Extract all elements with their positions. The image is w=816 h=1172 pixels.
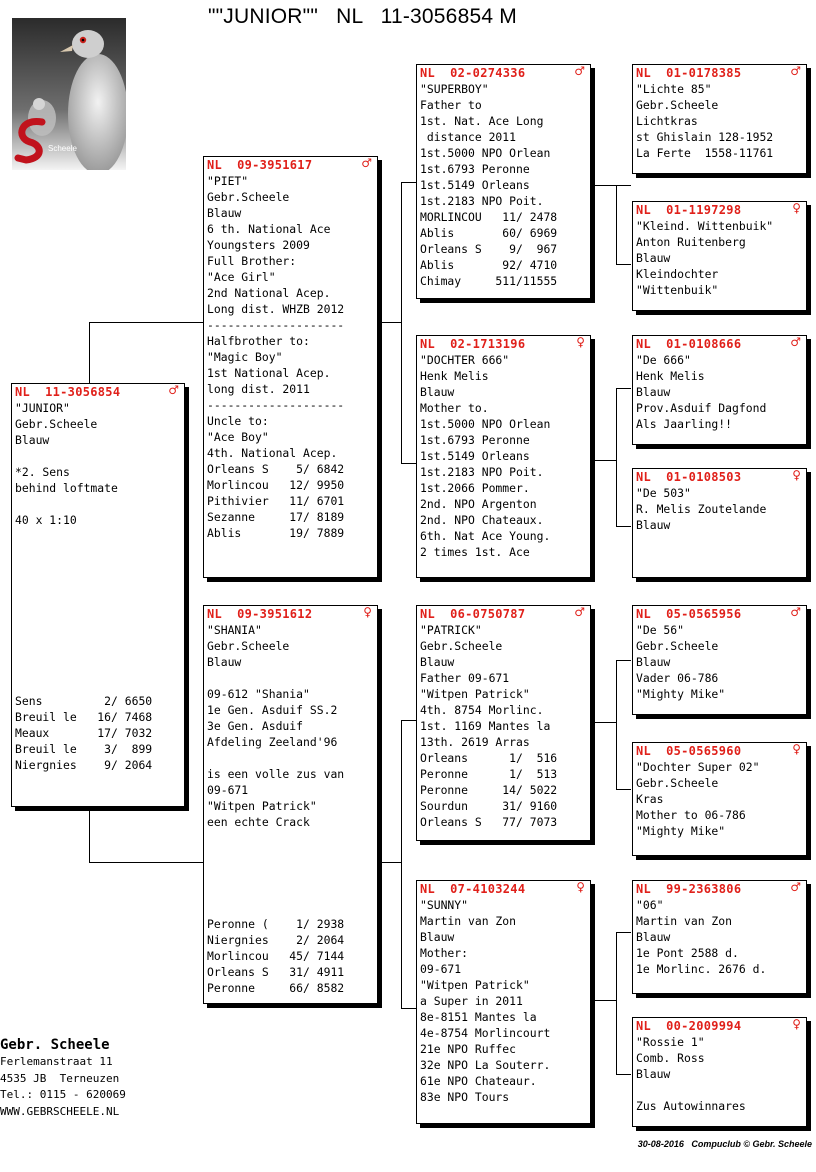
card-line: 1st.5149 Orleans xyxy=(420,449,530,463)
card-line: Gebr.Scheele xyxy=(636,776,719,790)
connector xyxy=(401,182,416,183)
card-line: Gebr.Scheele xyxy=(207,639,290,653)
card-line: Halfbrother to: xyxy=(207,334,310,348)
card-line: Peronne ( 1/ 2938 xyxy=(207,917,345,931)
card-line: Henk Melis xyxy=(420,369,489,383)
card-line: 4th. National Acep. xyxy=(207,446,338,460)
card-line: Mother: xyxy=(420,946,469,960)
female-sex-icon: ♀ xyxy=(576,880,585,894)
ring-number: NL 01-1197298 xyxy=(636,203,742,217)
card-line: 2 times 1st. Ace xyxy=(420,545,530,559)
card-line: behind loftmate xyxy=(15,481,118,495)
card-line: Gebr.Scheele xyxy=(636,639,719,653)
card-line: "Wittenbuik" xyxy=(636,283,719,297)
card-line xyxy=(204,750,377,766)
connector xyxy=(616,388,617,527)
card-line: Blauw xyxy=(15,433,50,447)
connector xyxy=(616,264,631,265)
card-line: "Magic Boy" xyxy=(207,350,283,364)
connector xyxy=(401,182,402,464)
card-line: "PIET" xyxy=(207,174,249,188)
card-line: Niergnies 9/ 2064 xyxy=(15,758,153,772)
pedigree-card-fff[interactable] xyxy=(632,64,807,174)
ring-number: NL 00-2009994 xyxy=(636,1019,742,1033)
card-line: Chimay 511/11555 xyxy=(420,274,558,288)
connector xyxy=(616,1074,631,1075)
card-line: 1st.5149 Orleans xyxy=(420,178,530,192)
pedigree-card-mother-mother[interactable] xyxy=(416,880,591,1124)
ring-number: NL 01-0108666 xyxy=(636,337,742,351)
card-line: Peronne 14/ 5022 xyxy=(420,783,558,797)
card-line: "Witpen Patrick" xyxy=(207,799,317,813)
breeder-city: 4535 JB Terneuzen xyxy=(0,1071,120,1085)
card-line: distance 2011 xyxy=(420,130,517,144)
card-line: Orleans S 77/ 7073 xyxy=(420,815,558,829)
card-line: Comb. Ross xyxy=(636,1051,705,1065)
footer-credit: 30-08-2016 Compuclub © Gebr. Scheele xyxy=(637,1139,812,1149)
card-line: *2. Sens xyxy=(15,465,70,479)
card-line: Breuil le 3/ 899 xyxy=(15,742,153,756)
card-line: MORLINCOU 11/ 2478 xyxy=(420,210,558,224)
card-line: 2nd. NPO Argenton xyxy=(420,497,537,511)
card-line: Meaux 17/ 7032 xyxy=(15,726,153,740)
card-line: st Ghislain 128-1952 xyxy=(636,130,774,144)
connector xyxy=(89,322,90,384)
card-line: Martin van Zon xyxy=(636,914,733,928)
svg-text:Scheele: Scheele xyxy=(48,144,77,153)
card-line: "De 666" xyxy=(636,353,691,367)
breeder-info xyxy=(0,1036,126,1120)
card-line: Blauw xyxy=(636,655,671,669)
card-line: 32e NPO La Souterr. xyxy=(420,1058,551,1072)
ring-number: NL 05-0565956 xyxy=(636,607,742,621)
card-line: Mother to. xyxy=(420,401,489,415)
connector xyxy=(616,932,617,1075)
card-line: Father 09-671 xyxy=(420,671,510,685)
card-line: "Mighty Mike" xyxy=(636,824,726,838)
ring-number: NL 06-0750787 xyxy=(420,607,526,621)
pigeon-logo-icon xyxy=(12,18,126,170)
connector xyxy=(89,806,90,863)
card-line: "Mighty Mike" xyxy=(636,687,726,701)
card-line: Sezanne 17/ 8189 xyxy=(207,510,345,524)
connector xyxy=(616,185,631,186)
card-line: Blauw xyxy=(420,930,455,944)
card-line: -------------------- xyxy=(207,318,345,332)
card-line: "Ace Boy" xyxy=(207,430,269,444)
connector xyxy=(401,463,416,464)
card-line: 4e-8754 Morlincourt xyxy=(420,1026,551,1040)
connector xyxy=(616,660,631,661)
card-line: Uncle to: xyxy=(207,414,269,428)
pedigree-card-fmm[interactable] xyxy=(632,468,807,578)
card-line: 1st National Acep. xyxy=(207,366,331,380)
card-lines xyxy=(417,81,590,289)
card-line: Peronne 1/ 513 xyxy=(420,767,558,781)
card-line: 21e NPO Ruffec xyxy=(420,1042,517,1056)
ring-number: NL 02-1713196 xyxy=(420,337,526,351)
card-line: 1e Gen. Asduif SS.2 xyxy=(207,703,338,717)
card-line: 8e-8151 Mantes la xyxy=(420,1010,537,1024)
ring-number: NL 99-2363806 xyxy=(636,882,742,896)
ring-number: NL 07-4103244 xyxy=(420,882,526,896)
breeder-website[interactable]: WWW.GEBRSCHEELE.NL xyxy=(0,1104,120,1118)
card-line: 40 x 1:10 xyxy=(15,513,77,527)
card-line: "JUNIOR" xyxy=(15,401,70,415)
card-line: Youngsters 2009 xyxy=(207,238,310,252)
card-line: "Witpen Patrick" xyxy=(420,687,530,701)
card-line: Blauw xyxy=(207,206,242,220)
card-line: Morlincou 12/ 9950 xyxy=(207,478,345,492)
card-line xyxy=(633,1082,806,1098)
connector xyxy=(590,1000,617,1001)
card-line: 1st. 1169 Mantes la xyxy=(420,719,551,733)
card-line: 1e Morlinc. 2676 d. xyxy=(636,962,767,976)
card-line: Orleans 1/ 516 xyxy=(420,751,558,765)
card-line: Blauw xyxy=(420,385,455,399)
card-line: "Lichte 85" xyxy=(636,82,712,96)
connector xyxy=(401,1008,416,1009)
pedigree-card-mmm[interactable] xyxy=(632,1017,807,1127)
card-line xyxy=(12,448,184,464)
card-line: Pithivier 11/ 6701 xyxy=(207,494,345,508)
card-line: "Ace Girl" xyxy=(207,270,276,284)
card-line: Long dist. WHZB 2012 xyxy=(207,302,345,316)
card-line: Gebr.Scheele xyxy=(207,190,290,204)
card-line xyxy=(12,496,184,512)
card-line: 1st. Nat. Ace Long xyxy=(420,114,544,128)
card-line: -------------------- xyxy=(207,398,345,412)
card-line: Morlincou 45/ 7144 xyxy=(207,949,345,963)
card-lines xyxy=(633,622,806,702)
female-sex-icon: ♀ xyxy=(363,605,372,619)
connector xyxy=(590,185,617,186)
connector xyxy=(616,526,631,527)
connector xyxy=(616,932,631,933)
card-line: Blauw xyxy=(636,385,671,399)
card-line: een echte Crack xyxy=(207,815,310,829)
card-line: long dist. 2011 xyxy=(207,382,310,396)
card-line: Martin van Zon xyxy=(420,914,517,928)
male-sex-icon: ♂ xyxy=(168,383,179,397)
card-line: Blauw xyxy=(636,1067,671,1081)
card-line: Lichtkras xyxy=(636,114,698,128)
connector xyxy=(89,862,203,863)
pedigree-card-mother[interactable] xyxy=(203,605,378,1004)
card-line: Blauw xyxy=(636,930,671,944)
card-lines xyxy=(12,400,184,528)
male-sex-icon: ♂ xyxy=(790,64,801,78)
card-lines xyxy=(633,81,806,161)
card-line: 4th. 8754 Morlinc. xyxy=(420,703,544,717)
card-line: Blauw xyxy=(636,518,671,532)
card-line: Zus Autowinnares xyxy=(636,1099,746,1113)
card-line: 1st.2183 NPO Poit. xyxy=(420,194,544,208)
card-line: Kras xyxy=(636,792,664,806)
card-line: Als Jaarling!! xyxy=(636,417,733,431)
card-lines xyxy=(633,759,806,839)
card-line: 2nd National Acep. xyxy=(207,286,331,300)
card-line: Afdeling Zeeland'96 xyxy=(207,735,338,749)
female-sex-icon: ♀ xyxy=(792,201,801,215)
card-line: 1st.6793 Peronne xyxy=(420,433,530,447)
breeder-phone: Tel.: 0115 - 620069 xyxy=(0,1088,126,1101)
race-results xyxy=(12,693,152,773)
pedigree-card-mother-father[interactable] xyxy=(416,605,591,841)
card-line: Sourdun 31/ 9160 xyxy=(420,799,558,813)
card-line: 13th. 2619 Arras xyxy=(420,735,530,749)
card-line: 09-671 xyxy=(420,962,462,976)
card-lines xyxy=(417,897,590,1105)
card-line: 2nd. NPO Chateaux. xyxy=(420,513,544,527)
male-sex-icon: ♂ xyxy=(790,605,801,619)
pedigree-card-mff[interactable] xyxy=(632,605,807,715)
card-line: "SHANIA" xyxy=(207,623,262,637)
card-line xyxy=(204,670,377,686)
card-lines xyxy=(204,173,377,541)
pedigree-card-mfm[interactable] xyxy=(632,742,807,856)
card-line: "DOCHTER 666" xyxy=(420,353,510,367)
card-lines xyxy=(417,352,590,560)
female-sex-icon: ♀ xyxy=(792,742,801,756)
card-line: Niergnies 2/ 2064 xyxy=(207,933,345,947)
ring-number: NL 05-0565960 xyxy=(636,744,742,758)
card-line: La Ferte 1558-11761 xyxy=(636,146,774,160)
card-line: Henk Melis xyxy=(636,369,705,383)
connector xyxy=(616,388,631,389)
card-line: 61e NPO Chateaur. xyxy=(420,1074,537,1088)
card-line: Gebr.Scheele xyxy=(420,639,503,653)
pedigree-card-father[interactable] xyxy=(203,156,378,578)
card-line: 1st.5000 NPO Orlean xyxy=(420,417,551,431)
card-line: "De 503" xyxy=(636,486,691,500)
card-line: 3e Gen. Asduif xyxy=(207,719,304,733)
card-line: Anton Ruitenberg xyxy=(636,235,746,249)
card-line: 1st.2183 NPO Poit. xyxy=(420,465,544,479)
connector xyxy=(377,322,401,323)
ring-number: NL 09-3951617 xyxy=(207,158,313,172)
male-sex-icon: ♂ xyxy=(361,156,372,170)
card-lines xyxy=(633,485,806,533)
card-line: Orleans S 5/ 6842 xyxy=(207,462,345,476)
card-line: Gebr.Scheele xyxy=(15,417,98,431)
card-line: Kleindochter xyxy=(636,267,719,281)
card-line: Blauw xyxy=(207,655,242,669)
ring-number: NL 02-0274336 xyxy=(420,66,526,80)
card-line: "De 56" xyxy=(636,623,685,637)
card-line: 09-612 "Shania" xyxy=(207,687,310,701)
ring-number: NL 01-0178385 xyxy=(636,66,742,80)
card-line: 1st.6793 Peronne xyxy=(420,162,530,176)
card-line: 1st.2066 Pommer. xyxy=(420,481,530,495)
breeder-name: Gebr. Scheele xyxy=(0,1037,110,1053)
card-line: 6th. Nat Ace Young. xyxy=(420,529,551,543)
card-line: "06" xyxy=(636,898,664,912)
card-line: Blauw xyxy=(636,251,671,265)
loft-logo xyxy=(12,18,126,170)
connector xyxy=(616,185,617,265)
pedigree-card-father-mother[interactable] xyxy=(416,335,591,578)
connector xyxy=(590,722,617,723)
card-line: a Super in 2011 xyxy=(420,994,523,1008)
card-line: Vader 06-786 xyxy=(636,671,719,685)
pedigree-card-subject[interactable] xyxy=(11,383,185,807)
card-lines xyxy=(633,1034,806,1114)
card-line: "Dochter Super 02" xyxy=(636,760,760,774)
card-line: 83e NPO Tours xyxy=(420,1090,510,1104)
pedigree-card-father-father[interactable] xyxy=(416,64,591,299)
pedigree-card-mmf[interactable] xyxy=(632,880,807,994)
card-line: Ablis 92/ 4710 xyxy=(420,258,558,272)
female-sex-icon: ♀ xyxy=(792,468,801,482)
page-title: ""JUNIOR"" NL 11-3056854 M xyxy=(208,5,517,28)
card-lines xyxy=(633,352,806,432)
male-sex-icon: ♂ xyxy=(574,64,585,78)
card-lines xyxy=(417,622,590,830)
female-sex-icon: ♀ xyxy=(576,335,585,349)
male-sex-icon: ♂ xyxy=(790,880,801,894)
race-results xyxy=(204,916,344,996)
card-line: Prov.Asduif Dagfond xyxy=(636,401,767,415)
card-line: 6 th. National Ace xyxy=(207,222,331,236)
card-line: 1st.5000 NPO Orlean xyxy=(420,146,551,160)
card-line: "PATRICK" xyxy=(420,623,482,637)
card-line: is een volle zus van xyxy=(207,767,345,781)
card-line: Peronne 66/ 8582 xyxy=(207,981,345,995)
card-line: "Witpen Patrick" xyxy=(420,978,530,992)
card-line: Orleans S 31/ 4911 xyxy=(207,965,345,979)
connector xyxy=(401,720,416,721)
pedigree-card-fmf[interactable] xyxy=(632,335,807,445)
ring-number: NL 09-3951612 xyxy=(207,607,313,621)
card-lines xyxy=(633,897,806,977)
card-line: Breuil le 16/ 7468 xyxy=(15,710,153,724)
card-line: "SUPERBOY" xyxy=(420,82,489,96)
connector xyxy=(89,322,203,323)
connector xyxy=(616,789,631,790)
connector xyxy=(401,720,402,1009)
male-sex-icon: ♂ xyxy=(574,605,585,619)
card-line: Gebr.Scheele xyxy=(636,98,719,112)
breeder-street: Ferlemanstraat 11 xyxy=(0,1055,113,1068)
connector xyxy=(616,660,617,790)
connector xyxy=(377,862,401,863)
male-sex-icon: ♂ xyxy=(790,335,801,349)
connector xyxy=(590,460,617,461)
card-line: Ablis 60/ 6969 xyxy=(420,226,558,240)
ring-number: NL 01-0108503 xyxy=(636,470,742,484)
card-line: Orleans S 9/ 967 xyxy=(420,242,558,256)
card-line: "SUNNY" xyxy=(420,898,469,912)
card-line: 09-671 xyxy=(207,783,249,797)
card-line: 1e Pont 2588 d. xyxy=(636,946,739,960)
pedigree-card-ffm[interactable] xyxy=(632,201,807,311)
card-line: Ablis 19/ 7889 xyxy=(207,526,345,540)
female-sex-icon: ♀ xyxy=(792,1017,801,1031)
card-line: Sens 2/ 6650 xyxy=(15,694,153,708)
card-line: Father to xyxy=(420,98,482,112)
card-line: "Kleind. Wittenbuik" xyxy=(636,219,774,233)
card-line: Blauw xyxy=(420,655,455,669)
card-lines xyxy=(204,622,377,830)
card-line: "Rossie 1" xyxy=(636,1035,705,1049)
card-line: Mother to 06-786 xyxy=(636,808,746,822)
ring-number: NL 11-3056854 xyxy=(15,385,121,399)
card-line: Full Brother: xyxy=(207,254,297,268)
card-lines xyxy=(633,218,806,298)
card-line: R. Melis Zoutelande xyxy=(636,502,767,516)
